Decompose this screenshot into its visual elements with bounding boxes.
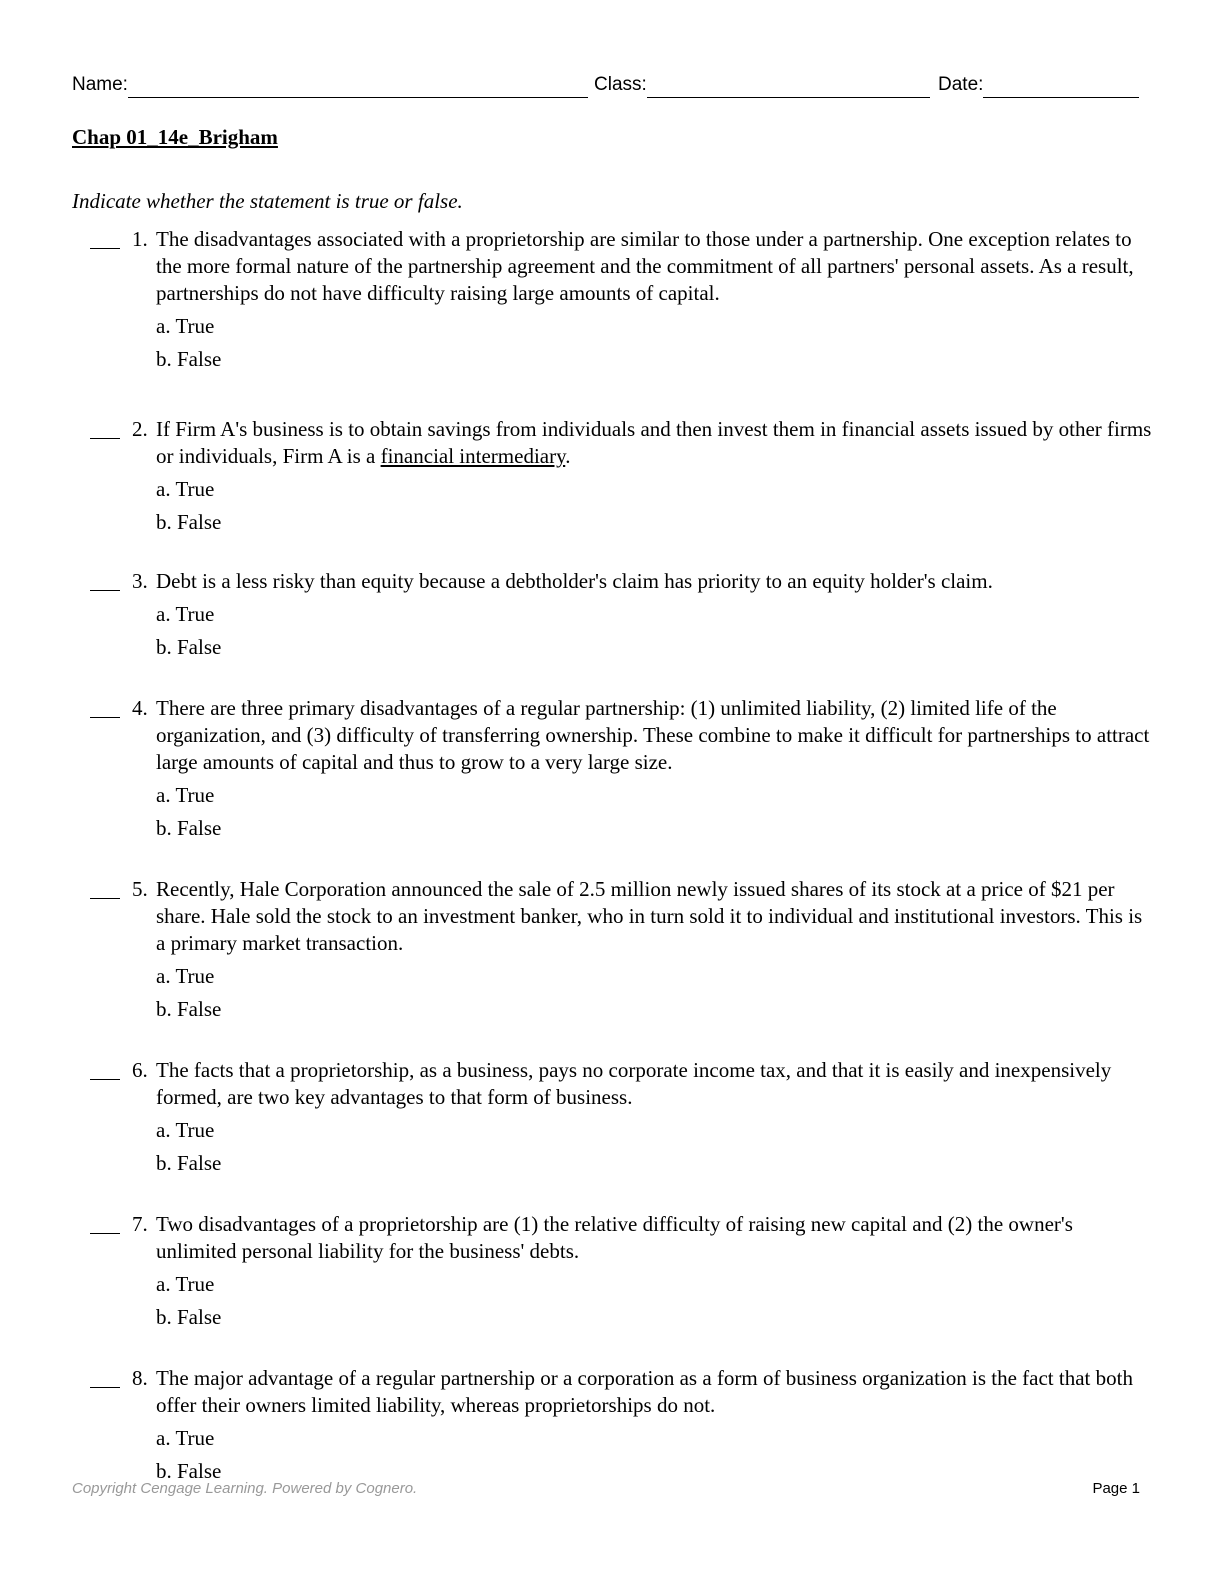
question-number: 4. bbox=[132, 696, 148, 720]
question-number: 7. bbox=[132, 1212, 148, 1236]
date-input-line[interactable] bbox=[983, 75, 1139, 98]
student-info-header bbox=[72, 70, 1142, 98]
question-text-part: If Firm A's business is to obtain savings from individuals and then invest them in financial assets issued by other firms or individuals, Firm A is a bbox=[156, 417, 1152, 468]
question-number: 5. bbox=[132, 877, 148, 901]
answer-blank[interactable] bbox=[90, 1057, 120, 1080]
question-number: 3. bbox=[132, 569, 148, 593]
option-true: a. True bbox=[156, 1272, 215, 1296]
question-text: The disadvantages associated with a proprietorship are similar to those under a partnership. One exception relates to the more formal nature of the partnership agreement and the commitment of all partners' personal assets. As a result, partnerships do not have difficulty raising large amounts of capital. bbox=[156, 227, 1134, 305]
instructions: Indicate whether the statement is true or false. bbox=[72, 189, 463, 213]
question-text: There are three primary disadvantages of a regular partnership: (1) unlimited liability, (2) limited life of the organization, and (3) difficulty of transferring ownership. These combine to make it difficult for partnerships to attract large amounts of capital and thus to grow to a very large size. bbox=[156, 696, 1150, 774]
question-text: Recently, Hale Corporation announced the sale of 2.5 million newly issued shares of its stock at a price of $21 per share. Hale sold the stock to an investment banker, who in turn sold it to individual and institutional investors. This is a primary market transaction. bbox=[156, 877, 1143, 955]
date-field bbox=[938, 70, 1139, 98]
answer-blank[interactable] bbox=[90, 876, 120, 899]
answer-blank[interactable] bbox=[90, 568, 120, 591]
question-3 bbox=[72, 568, 1152, 661]
copyright-footer: Copyright Cengage Learning. Powered by Cognero. bbox=[72, 1480, 418, 1497]
class-label: Class: bbox=[594, 74, 647, 95]
question-text bbox=[156, 416, 1152, 470]
question-5 bbox=[72, 876, 1152, 1023]
answer-blank[interactable] bbox=[90, 416, 120, 439]
name-field bbox=[72, 70, 588, 98]
option-true: a. True bbox=[156, 477, 215, 501]
question-text: Debt is a less risky than equity because a debtholder's claim has priority to an equity holder's claim. bbox=[156, 569, 993, 593]
option-false: b. False bbox=[156, 1459, 222, 1483]
underlined-term: financial intermediary bbox=[380, 444, 566, 468]
option-false: b. False bbox=[156, 635, 222, 659]
question-text: The facts that a proprietorship, as a business, pays no corporate income tax, and that it is easily and inexpensively formed, are two key advantages to that form of business. bbox=[156, 1058, 1112, 1109]
question-number: 8. bbox=[132, 1366, 148, 1390]
question-text: Two disadvantages of a proprietorship are (1) the relative difficulty of raising new capital and (2) the owner's unlimited personal liability for the business' debts. bbox=[156, 1212, 1073, 1263]
option-false: b. False bbox=[156, 997, 222, 1021]
class-input-line[interactable] bbox=[647, 75, 930, 98]
answer-blank[interactable] bbox=[90, 1365, 120, 1388]
question-7 bbox=[72, 1211, 1152, 1331]
question-number: 2. bbox=[132, 417, 148, 441]
option-false: b. False bbox=[156, 510, 222, 534]
option-true: a. True bbox=[156, 964, 215, 988]
question-text-part: . bbox=[565, 444, 571, 468]
name-input-line[interactable] bbox=[128, 75, 588, 98]
option-true: a. True bbox=[156, 602, 215, 626]
question-number: 1. bbox=[132, 227, 148, 251]
option-false: b. False bbox=[156, 816, 222, 840]
option-true: a. True bbox=[156, 1118, 215, 1142]
question-2 bbox=[72, 416, 1152, 536]
question-text: The major advantage of a regular partnership or a corporation as a form of business organization is the fact that both offer their owners limited liability, whereas proprietorships do not. bbox=[156, 1366, 1133, 1417]
class-field bbox=[594, 70, 930, 98]
option-true: a. True bbox=[156, 314, 215, 338]
option-false: b. False bbox=[156, 347, 222, 371]
question-1 bbox=[72, 226, 1152, 373]
name-label: Name: bbox=[72, 74, 128, 95]
question-4 bbox=[72, 695, 1152, 842]
option-true: a. True bbox=[156, 1426, 215, 1450]
page-number: Page 1 bbox=[1092, 1480, 1140, 1497]
question-list bbox=[72, 226, 1152, 1485]
question-6 bbox=[72, 1057, 1152, 1177]
answer-blank[interactable] bbox=[90, 695, 120, 718]
document-title: Chap 01_14e_Brigham bbox=[72, 125, 278, 149]
question-number: 6. bbox=[132, 1058, 148, 1082]
answer-blank[interactable] bbox=[90, 226, 120, 249]
question-8 bbox=[72, 1365, 1152, 1485]
option-true: a. True bbox=[156, 783, 215, 807]
date-label: Date: bbox=[938, 74, 984, 95]
option-false: b. False bbox=[156, 1151, 222, 1175]
answer-blank[interactable] bbox=[90, 1211, 120, 1234]
option-false: b. False bbox=[156, 1305, 222, 1329]
